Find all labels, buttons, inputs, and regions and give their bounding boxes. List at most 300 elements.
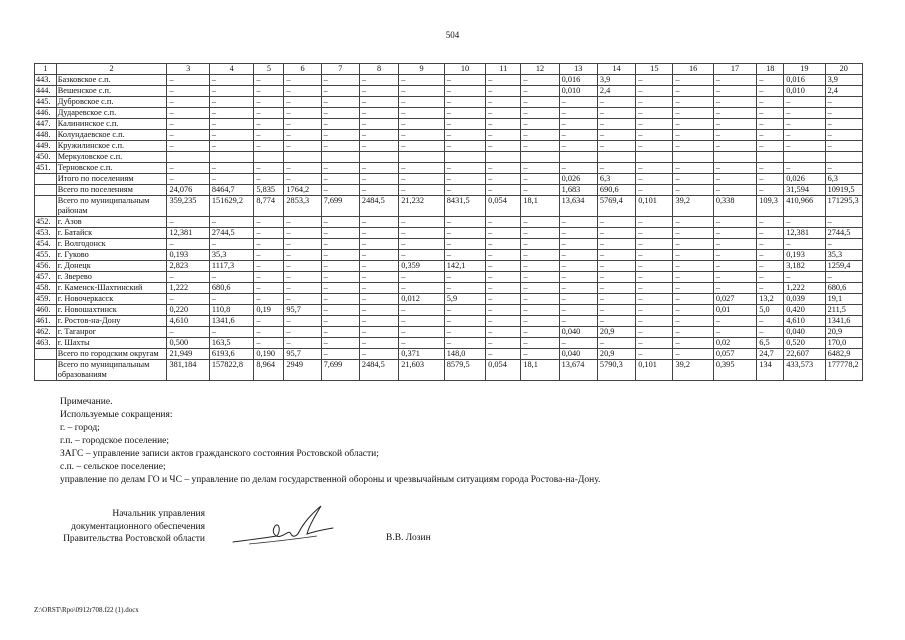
table-cell: – [559,217,597,228]
table-cell: 2,4 [825,86,862,97]
table-cell: – [167,97,209,108]
table-cell: – [521,130,559,141]
table-cell: – [486,228,521,239]
table-cell: – [209,75,254,86]
table-cell: – [559,250,597,261]
table-cell: – [673,305,713,316]
table-cell [521,152,559,163]
column-number: 6 [284,64,321,75]
table-cell: – [444,316,485,327]
note-line: управление по делам ГО и ЧС – управление по делам государственной обороны и чрезвычайным ситуациям города Ростова-на-Дону. [60,475,601,485]
table-cell: – [359,338,398,349]
table-cell: 8,964 [254,360,284,381]
table-cell: – [825,130,862,141]
table-cell: 13,2 [757,294,784,305]
table-cell: – [825,108,862,119]
table-cell: – [559,108,597,119]
table-cell: – [486,174,521,185]
row-name: г. Батайск [56,228,167,239]
column-number: 15 [636,64,673,75]
table-cell: 20,9 [597,349,635,360]
table-cell: – [713,97,756,108]
table-cell: – [559,141,597,152]
table-cell: – [597,130,635,141]
table-cell: – [284,294,321,305]
table-cell: – [673,97,713,108]
table-cell: – [673,338,713,349]
table-cell [597,152,635,163]
table-cell: – [209,108,254,119]
table-cell: – [559,130,597,141]
table-cell: – [359,75,398,86]
table-cell: 7,699 [321,360,359,381]
table-cell: 4,610 [167,316,209,327]
table-cell: – [359,86,398,97]
row-number: 444. [35,86,57,97]
table-cell: – [359,305,398,316]
table-cell: – [284,327,321,338]
table-cell: 1,222 [784,283,825,294]
table-cell: – [825,163,862,174]
table-cell: 0,101 [636,360,673,381]
table-cell: 21,949 [167,349,209,360]
table-cell: – [825,217,862,228]
table-row [35,305,863,316]
table-row [35,97,863,108]
table-cell: 211,5 [825,305,862,316]
table-cell: – [359,250,398,261]
table-cell: – [444,163,485,174]
table-cell: 170,0 [825,338,862,349]
table-cell: – [784,239,825,250]
table-cell: – [284,283,321,294]
table-cell: – [757,316,784,327]
table-cell: – [399,228,445,239]
table-cell: – [284,228,321,239]
table-cell: 6,3 [597,174,635,185]
table-cell: 35,3 [209,250,254,261]
table-row [35,108,863,119]
table-cell: – [597,97,635,108]
table-cell: – [597,228,635,239]
column-number: 4 [209,64,254,75]
table-cell: – [673,141,713,152]
table-cell: 19,1 [825,294,862,305]
table-cell: – [521,327,559,338]
table-cell: – [757,108,784,119]
table-cell: – [757,283,784,294]
row-number: 449. [35,141,57,152]
table-cell: 3,9 [825,75,862,86]
table-cell: 20,9 [825,327,862,338]
table-cell: 0,02 [713,338,756,349]
table-cell: – [399,75,445,86]
table-cell: – [444,305,485,316]
table-row [35,250,863,261]
table-cell: 21,603 [399,360,445,381]
row-number: 451. [35,163,57,174]
table-cell: – [757,261,784,272]
table-cell: 0,012 [399,294,445,305]
table-cell: 0,039 [784,294,825,305]
table-row [35,119,863,130]
table-cell: – [254,174,284,185]
table-cell: 7,699 [321,196,359,217]
table-cell: – [359,97,398,108]
table-cell: 24,076 [167,185,209,196]
table-cell [399,152,445,163]
row-name: Дубровское с.п. [56,97,167,108]
table-cell: 1117,3 [209,261,254,272]
table-cell: 5,835 [254,185,284,196]
table-cell: 690,6 [597,185,635,196]
table-row [35,349,863,360]
table-cell: – [597,119,635,130]
table-cell: – [254,283,284,294]
row-name: г. Ростов-на-Дону [56,316,167,327]
row-name: Всего по поселениям [56,185,167,196]
table-cell: – [559,283,597,294]
table-cell: – [167,119,209,130]
table-cell: – [209,272,254,283]
table-cell: – [597,294,635,305]
table-row [35,338,863,349]
signatory-title [42,508,205,546]
table-cell: – [167,141,209,152]
table-cell: – [825,272,862,283]
row-number: 446. [35,108,57,119]
table-cell: – [636,305,673,316]
row-name: г. Каменск-Шахтинский [56,283,167,294]
table-cell: – [486,272,521,283]
table-row [35,217,863,228]
page-number: 504 [445,30,460,40]
table-cell: – [521,163,559,174]
table-cell: – [636,228,673,239]
table-cell: – [757,163,784,174]
table-cell: – [825,239,862,250]
table-cell: – [399,163,445,174]
table-cell: – [321,217,359,228]
table-cell: – [444,119,485,130]
table-cell: 680,6 [209,283,254,294]
table-cell: 3,9 [597,75,635,86]
row-number: 459. [35,294,57,305]
table-cell: – [321,119,359,130]
table-cell: – [359,327,398,338]
table-cell: 8,774 [254,196,284,217]
table-cell: – [321,75,359,86]
table-cell: – [673,250,713,261]
table-cell: – [359,316,398,327]
table-cell: – [284,316,321,327]
table-cell: 4,610 [784,316,825,327]
row-name: г. Новошахтинск [56,305,167,316]
table-cell: – [444,141,485,152]
table-cell: – [321,97,359,108]
table-cell: – [399,174,445,185]
row-number: 458. [35,283,57,294]
column-number: 19 [784,64,825,75]
table-cell: – [359,163,398,174]
column-number: 1 [35,64,57,75]
table-cell: 2,4 [597,86,635,97]
table-cell: – [713,86,756,97]
table-cell: 8431,5 [444,196,485,217]
table-cell: – [636,283,673,294]
table-row [35,316,863,327]
table-cell: – [209,217,254,228]
table-cell: 680,6 [825,283,862,294]
table-cell: 2949 [284,360,321,381]
table-row [35,228,863,239]
table-cell: – [359,261,398,272]
table-cell: – [486,86,521,97]
statistics-table [34,63,863,381]
table-cell: – [284,261,321,272]
table-cell: – [167,163,209,174]
table-cell: 151629,2 [209,196,254,217]
table-cell: – [673,283,713,294]
table-cell: 0,190 [254,349,284,360]
table-cell: – [597,283,635,294]
table-cell: 95,7 [284,349,321,360]
table-cell: – [636,185,673,196]
table-cell: – [444,283,485,294]
table-cell: – [636,217,673,228]
table-row [35,141,863,152]
table-cell: – [254,141,284,152]
table-cell: – [521,119,559,130]
table-cell: – [636,261,673,272]
table-cell: – [559,119,597,130]
table-cell: – [521,349,559,360]
table-cell: – [486,294,521,305]
table-cell: 0,054 [486,360,521,381]
table-cell: – [399,316,445,327]
table-cell: – [254,239,284,250]
table-cell: 0,338 [713,196,756,217]
row-name: Всего по муниципальным образованиям [56,360,167,381]
table-cell: – [673,108,713,119]
table-cell: – [284,272,321,283]
table-cell: – [399,250,445,261]
row-number: 462. [35,327,57,338]
table-cell: – [486,316,521,327]
table-cell: – [359,239,398,250]
table-cell [209,152,254,163]
table-cell: 0,016 [559,75,597,86]
column-number: 11 [486,64,521,75]
table-cell: – [673,217,713,228]
table-cell: – [321,141,359,152]
row-number: 461. [35,316,57,327]
table-cell: – [359,294,398,305]
table-cell: – [597,316,635,327]
table-cell: – [559,305,597,316]
file-path-footer: Z:\ORST\Rpo\0912r708.f22 (1).docx [34,606,139,614]
table-cell: 134 [757,360,784,381]
table-row [35,283,863,294]
table-cell: – [713,217,756,228]
table-cell: – [757,141,784,152]
table-cell: – [757,86,784,97]
table-cell: – [713,119,756,130]
table-cell: – [636,174,673,185]
table-cell: – [284,338,321,349]
table-cell: – [321,294,359,305]
table-cell: – [521,261,559,272]
table-cell: – [359,119,398,130]
table-cell: – [521,239,559,250]
row-name: г. Шахты [56,338,167,349]
table-cell: – [597,250,635,261]
table-cell [167,152,209,163]
table-cell: – [597,141,635,152]
column-number: 10 [444,64,485,75]
table-cell: – [713,130,756,141]
table-cell: – [486,327,521,338]
table-cell: – [559,228,597,239]
table-cell: – [636,272,673,283]
table-cell: – [399,141,445,152]
table-cell: – [673,163,713,174]
table-cell [359,152,398,163]
note-line: г.п. – городское поселение; [60,436,170,446]
table-cell [284,152,321,163]
table-cell: – [321,174,359,185]
table-row [35,294,863,305]
table-cell: – [636,349,673,360]
table-cell: – [636,316,673,327]
table-cell: – [399,283,445,294]
row-number: 463. [35,338,57,349]
table-cell: 0,010 [784,86,825,97]
table-cell: – [321,130,359,141]
table-cell: – [673,272,713,283]
table-cell: – [757,97,784,108]
table-cell: – [521,283,559,294]
table-cell: 18,1 [521,196,559,217]
table-cell: – [636,163,673,174]
table-cell: – [254,228,284,239]
table-cell: – [167,130,209,141]
row-name: Колундаевское с.п. [56,130,167,141]
signatory-title-line: Правительства Ростовской области [63,534,205,544]
table-cell: – [486,97,521,108]
table-cell: – [713,316,756,327]
table-cell: – [359,141,398,152]
table-row [35,185,863,196]
table-cell: – [673,130,713,141]
table-cell: 0,193 [784,250,825,261]
table-cell: 1,683 [559,185,597,196]
table-row [35,163,863,174]
table-row [35,86,863,97]
table-cell: – [559,294,597,305]
table-cell: – [559,261,597,272]
table-cell: – [713,283,756,294]
table-cell: – [636,119,673,130]
table-cell: – [521,228,559,239]
table-cell: – [399,119,445,130]
table-cell: – [486,75,521,86]
table-cell: – [486,250,521,261]
table-cell: – [209,327,254,338]
table-cell: – [399,327,445,338]
table-cell: – [597,272,635,283]
table-cell: – [444,75,485,86]
table-cell: – [359,283,398,294]
column-number-row [35,64,863,75]
table-cell: – [521,174,559,185]
row-number: 448. [35,130,57,141]
table-cell: – [209,97,254,108]
table-cell: 110,8 [209,305,254,316]
table-cell: – [521,108,559,119]
column-number: 9 [399,64,445,75]
table-cell: – [444,228,485,239]
table-cell: – [254,163,284,174]
table-cell: 0,220 [167,305,209,316]
table-cell: – [209,174,254,185]
table-cell: – [521,305,559,316]
table-cell: – [284,119,321,130]
table-cell: – [444,86,485,97]
table-cell: – [284,130,321,141]
table-cell: 0,371 [399,349,445,360]
row-name: г. Азов [56,217,167,228]
table-cell: 10919,5 [825,185,862,196]
table-cell: – [444,108,485,119]
table-cell: – [757,250,784,261]
table-cell: 0,19 [254,305,284,316]
table-cell: 95,7 [284,305,321,316]
table-cell: – [399,239,445,250]
row-number: 443. [35,75,57,86]
table-cell: – [486,349,521,360]
table-cell: 18,1 [521,360,559,381]
table-cell: 1341,6 [825,316,862,327]
table-cell: – [486,185,521,196]
table-cell: – [713,327,756,338]
column-number: 14 [597,64,635,75]
table-cell: – [444,174,485,185]
table-cell: – [321,283,359,294]
table-cell: – [167,217,209,228]
table-cell: 359,235 [167,196,209,217]
table-cell [636,152,673,163]
table-cell: 142,1 [444,261,485,272]
table-cell: – [209,239,254,250]
signatory-title-line: Начальник управления [112,509,205,519]
table-cell: – [284,86,321,97]
table-cell: – [597,261,635,272]
table-cell: – [321,163,359,174]
row-name: Базковское с.п. [56,75,167,86]
row-name: Калининское с.п. [56,119,167,130]
table-cell: – [713,108,756,119]
row-number: 452. [35,217,57,228]
table-cell: – [757,272,784,283]
table-cell: 148,0 [444,349,485,360]
table-cell: – [757,119,784,130]
table-cell: 5,9 [444,294,485,305]
table-cell: – [673,239,713,250]
signatory-name: В.В. Лозин [386,533,431,543]
table-cell: – [713,239,756,250]
table-row [35,196,863,217]
